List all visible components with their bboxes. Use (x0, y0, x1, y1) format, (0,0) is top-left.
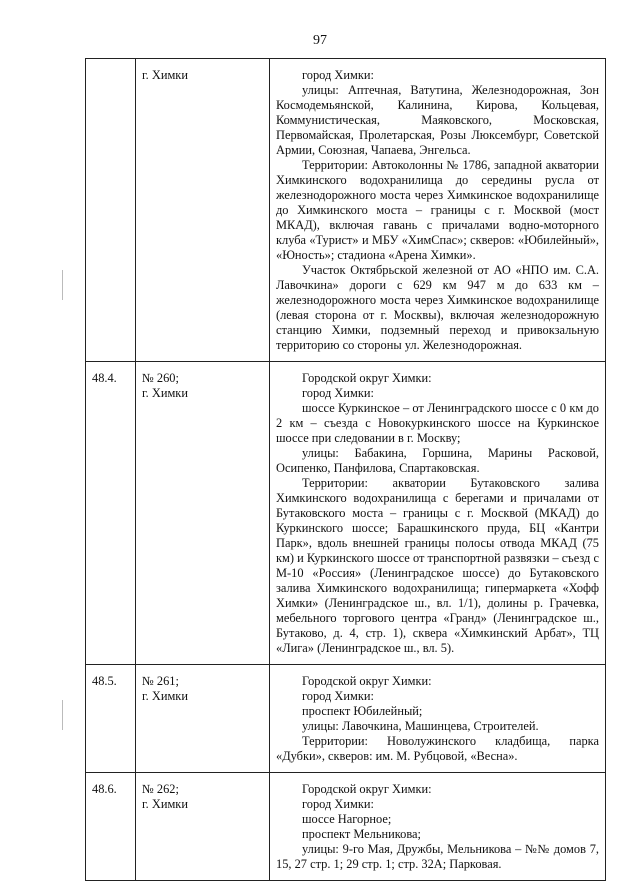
description-paragraph: Территории: Новолужинского кладбища, парка «Дубки», скверов: им. М. Рубцовой, «Весна». (276, 734, 599, 763)
description-paragraph: Участок Октябрьской железной от АО «НПО им. С.А. Лавочкина» дороги с 629 км 947 м до 633 км – железнодорожного моста через Химкинское водохранилище (левая сторона от г. Москвы), включая железнодорожную станцию Химки, подземный переход и привокзальную территорию со стороны ул. Железнодорожная. (276, 263, 599, 352)
description-paragraph: Территории: Автоколонны № 1786, западной акватории Химкинского водохранилища до середины русла от железнодорожного моста через Химкинское водохранилище до Химкинского моста – границы с г. Москвой (мост МКАД), включая гавань с причалами водно-моторного клуба «Турист» и МБУ «ХимСпас»; скверов: «Юбилейный», «Юность»; стадиона «Арена Химки». (276, 158, 599, 262)
district-line: № 262; (142, 782, 179, 796)
row-number (86, 59, 136, 362)
description-cell (270, 665, 606, 773)
districts-table (85, 58, 606, 881)
district-cell (136, 665, 270, 773)
district-cell (136, 773, 270, 881)
description-line: город Химки: (302, 797, 374, 811)
table-row (86, 773, 606, 881)
margin-mark (62, 700, 63, 730)
description-paragraph: шоссе Куркинское – от Ленинградского шоссе с 0 км до 2 км – съезда с Новокуркинского шоссе на Куркинское шоссе при следовании в г. Москву; (276, 401, 599, 445)
district-line: г. Химки (142, 386, 188, 400)
district-line: № 260; (142, 371, 179, 385)
district-cell (136, 362, 270, 665)
description-line: город Химки: (302, 386, 374, 400)
description-cell (270, 773, 606, 881)
district-line: г. Химки (142, 797, 188, 811)
description-line: шоссе Нагорное; (302, 812, 392, 826)
row-number: 48.4. (86, 362, 136, 665)
district-cell (136, 59, 270, 362)
description-cell (270, 59, 606, 362)
table-row (86, 362, 606, 665)
district-line: г. Химки (142, 689, 188, 703)
row-number: 48.5. (86, 665, 136, 773)
page-number: 97 (313, 33, 327, 48)
description-paragraph: улицы: Бабакина, Горшина, Марины Расковой, Осипенко, Панфилова, Спартаковская. (276, 446, 599, 475)
description-line: город Химки: (302, 689, 374, 703)
margin-mark (62, 270, 63, 300)
description-paragraph: улицы: Аптечная, Ватутина, Железнодорожная, Зон Космодемьянской, Калинина, Кирова, Кольцевая, Коммунистическая, Маяковского, Московская, Первомайская, Пролетарская, Розы Люксембург, Советской Армии, Союзная, Чапаева, Энгельса. (276, 83, 599, 157)
description-line: Городской округ Химки: (302, 674, 432, 688)
district-line: № 261; (142, 674, 179, 688)
description-paragraph: Территории: акватории Бутаковского залива Химкинского водохранилища с берегами и причалами от Бутаковского моста – границы с г. Москвой (МКАД) до Куркинского шоссе; Барашкинского пруда, БЦ «Кантри Парк», вдоль внешней границы полосы отвода МКАД (75 км) и Куркинского шоссе от транспортной развязки – съезд с М-10 «Россия» (Ленинградское шоссе) до Бутаковского залива Химкинского водохранилища; гипермаркета «Хофф Химки» (Ленинградское ш., вл. 1/1), долины р. Грачевка, мебельного торгового центра «Гранд» (Ленинградское ш., Бутаково, д. 4, стр. 1), сквера «Химкинский Арбат», ТЦ «Лига» (Ленинградское ш., вл. 5). (276, 476, 599, 655)
description-line: Городской округ Химки: (302, 782, 432, 796)
description-paragraph: улицы: 9-го Мая, Дружбы, Мельникова – №№ домов 7, 15, 27 стр. 1; 29 стр. 1; стр. 32А; Парковая. (276, 842, 599, 871)
description-line: Городской округ Химки: (302, 371, 432, 385)
description-line: проспект Юбилейный; (302, 704, 423, 718)
description-line: город Химки: (302, 68, 374, 82)
table-row (86, 665, 606, 773)
table-row (86, 59, 606, 362)
description-line: проспект Мельникова; (302, 827, 421, 841)
row-number: 48.6. (86, 773, 136, 881)
description-line: улицы: Лавочкина, Машинцева, Строителей. (302, 719, 539, 733)
district-line: г. Химки (142, 68, 188, 82)
description-cell (270, 362, 606, 665)
